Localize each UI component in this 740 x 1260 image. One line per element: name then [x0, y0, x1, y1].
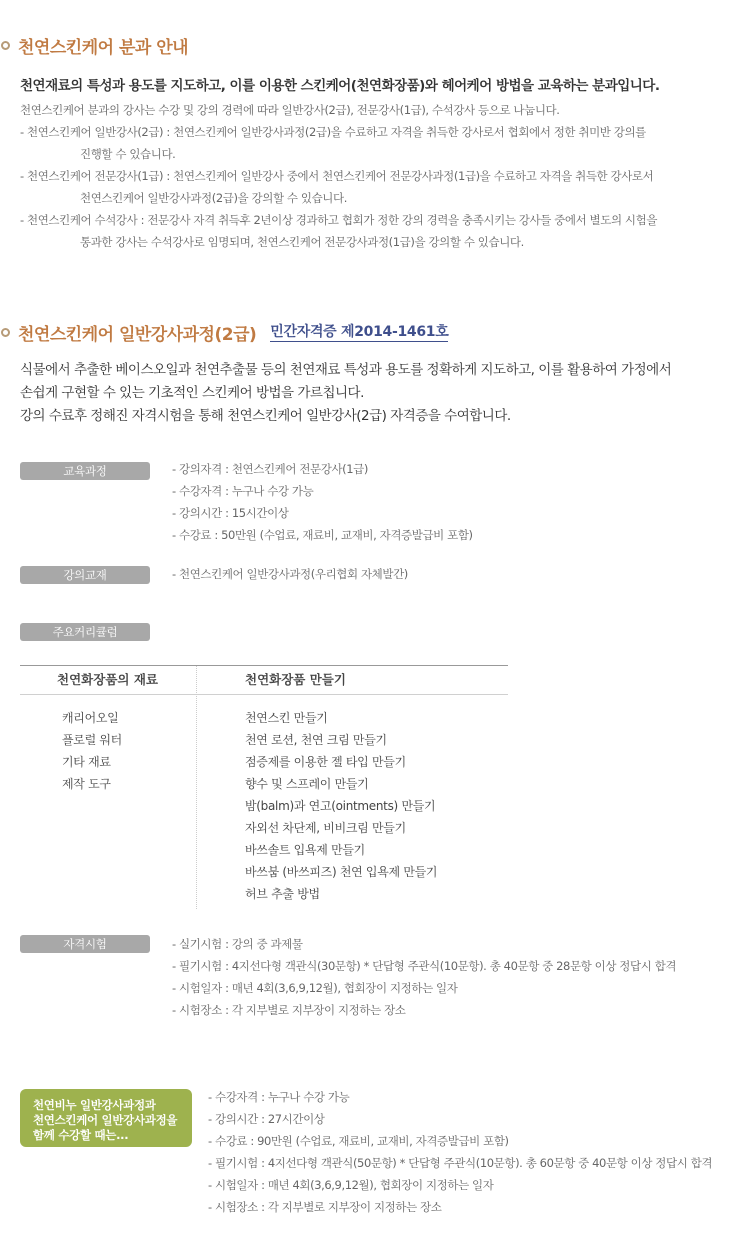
- section2-title: 천연스킨케어 일반강사과정(2급): [18, 325, 257, 345]
- list-item: [20, 121, 657, 165]
- column-divider: [196, 666, 197, 909]
- cert-number: 민간자격증 제2014-1461호: [270, 323, 449, 340]
- making-column: [195, 707, 437, 907]
- item-line: 통과한 강사는 수석강사로 임명되며, 천연스킨케어 전문강사과정(1급)을 강의할 수 있습니다.: [80, 235, 524, 249]
- list-item: 천연스킨 만들기: [245, 711, 328, 725]
- item-line: - 천연스킨케어 일반강사(2급) : 천연스킨케어 일반강사과정(2급)을 수료하고 자격을 취득한 강사로서 협회에서 정한 취미반 강의를: [20, 125, 646, 139]
- list-item: 점증제를 이용한 젤 타입 만들기: [245, 755, 406, 769]
- item-line: - 천연스킨케어 수석강사 : 전문강사 자격 취득후 2년이상 경과하고 협회가 정한 강의 경력을 충족시키는 강사들 중에서 별도의 시험을: [20, 213, 658, 227]
- combo-label-line: 천연스킨케어 일반강사과정을: [33, 1113, 178, 1127]
- item-line: 천연스킨케어 일반강사과정(2급)을 강의할 수 있습니다.: [80, 191, 347, 205]
- list-item: - 강의시간 : 15시간이상: [172, 506, 289, 520]
- list-item: - 시험일자 : 매년 4회(3,6,9,12월), 협회장이 지정하는 일자: [208, 1178, 494, 1192]
- list-item: - 천연스킨케어 일반강사과정(우리협회 자체발간): [172, 567, 408, 581]
- list-item: - 시험장소 : 각 지부별로 지부장이 지정하는 장소: [172, 1003, 406, 1017]
- circle-bullet-icon: [1, 328, 10, 337]
- combo-label-line: 천연비누 일반강사과정과: [33, 1098, 156, 1112]
- list-item: 바쓰솔트 입욕제 만들기: [245, 843, 365, 857]
- list-item: - 실기시험 : 강의 중 과제물: [172, 937, 303, 951]
- table-body: [20, 707, 508, 907]
- list-item: - 시험장소 : 각 지부별로 지부장이 지정하는 장소: [208, 1200, 442, 1214]
- list-item: [20, 165, 657, 209]
- list-item: 허브 추출 방법: [245, 887, 320, 901]
- section1-intro: 천연재료의 특성과 용도를 지도하고, 이를 이용한 스킨케어(천연화장품)와 헤어케어 방법을 교육하는 분과입니다.: [20, 78, 660, 94]
- list-item: - 필기시험 : 4지선다형 객관식(30문항) * 단답형 주관식(10문항). 총 40문항 중 28문항 이상 정답시 합격: [172, 959, 677, 973]
- list-item: 바쓰붐 (바쓰피즈) 천연 입욕제 만들기: [245, 865, 438, 879]
- list-item: 향수 및 스프레이 만들기: [245, 777, 369, 791]
- exam-list: [172, 933, 676, 1021]
- list-item: - 필기시험 : 4지선다형 객관식(50문항) * 단답형 주관식(10문항). 총 60문항 중 40문항 이상 정답시 합격: [208, 1156, 713, 1170]
- item-line: 진행할 수 있습니다.: [80, 147, 176, 161]
- combo-list: [208, 1086, 712, 1218]
- list-item: - 강의시간 : 27시간이상: [208, 1112, 325, 1126]
- list-item: 자외선 차단제, 비비크림 만들기: [245, 821, 406, 835]
- course-label: 교육과정: [20, 462, 150, 480]
- list-item: 기타 재료: [62, 755, 111, 769]
- list-item: [20, 209, 657, 253]
- list-item: 밤(balm)과 연고(ointments) 만들기: [245, 799, 436, 813]
- lead-line: 손쉽게 구현할 수 있는 기초적인 스킨케어 방법을 가르칩니다.: [20, 385, 364, 401]
- section1-body: [20, 99, 657, 253]
- section1-header: [0, 33, 188, 58]
- exam-label: 자격시험: [20, 935, 150, 953]
- list-item: - 시험일자 : 매년 4회(3,6,9,12월), 협회장이 지정하는 일자: [172, 981, 458, 995]
- section1-title: 천연스킨케어 분과 안내: [18, 38, 189, 58]
- table-header: [20, 665, 508, 695]
- section2-lead: [20, 359, 671, 428]
- list-item: 천연 로션, 천연 크림 만들기: [245, 733, 387, 747]
- curriculum-label: 주요커리큘럼: [20, 623, 150, 641]
- course-list: [172, 458, 473, 546]
- list-item: 플로럴 워터: [62, 733, 122, 747]
- item-line: - 천연스킨케어 전문강사(1급) : 천연스킨케어 일반강사 중에서 천연스킨케어 전문강사과정(1급)을 수료하고 자격을 취득한 강사로서: [20, 169, 654, 183]
- list-item: - 수강료 : 90만원 (수업료, 재료비, 교재비, 자격증발급비 포함): [208, 1134, 509, 1148]
- combo-label-line: 함께 수강할 때는...: [33, 1128, 129, 1142]
- textbook-label: 강의교재: [20, 566, 150, 584]
- curriculum-table: [20, 665, 508, 907]
- list-item: - 강의자격 : 천연스킨케어 전문강사(1급): [172, 462, 368, 476]
- materials-column: [20, 707, 195, 907]
- combo-label: [20, 1089, 192, 1147]
- lead-line: 식물에서 추출한 베이스오일과 천연추출물 등의 천연재료 특성과 용도를 정확하게 지도하고, 이를 활용하여 가정에서: [20, 362, 672, 378]
- textbook-list: [172, 563, 408, 585]
- col1-header: 천연화장품의 재료: [57, 672, 158, 687]
- section2-header: [0, 320, 448, 345]
- list-item: 제작 도구: [62, 777, 111, 791]
- list-item: - 수강자격 : 누구나 수강 가능: [208, 1090, 350, 1104]
- col2-header: 천연화장품 만들기: [245, 672, 346, 687]
- circle-bullet-icon: [1, 41, 10, 50]
- list-item: - 수강료 : 50만원 (수업료, 재료비, 교재비, 자격증발급비 포함): [172, 528, 473, 542]
- lead-line: 강의 수료후 정해진 자격시험을 통해 천연스킨케어 일반강사(2급) 자격증을 수여합니다.: [20, 408, 511, 424]
- list-item: 캐리어오일: [62, 711, 119, 725]
- list-item: - 수강자격 : 누구나 수강 가능: [172, 484, 314, 498]
- section1-desc: 천연스킨케어 분과의 강사는 수강 및 강의 경력에 따라 일반강사(2급), 전문강사(1급), 수석강사 등으로 나눕니다.: [20, 103, 560, 117]
